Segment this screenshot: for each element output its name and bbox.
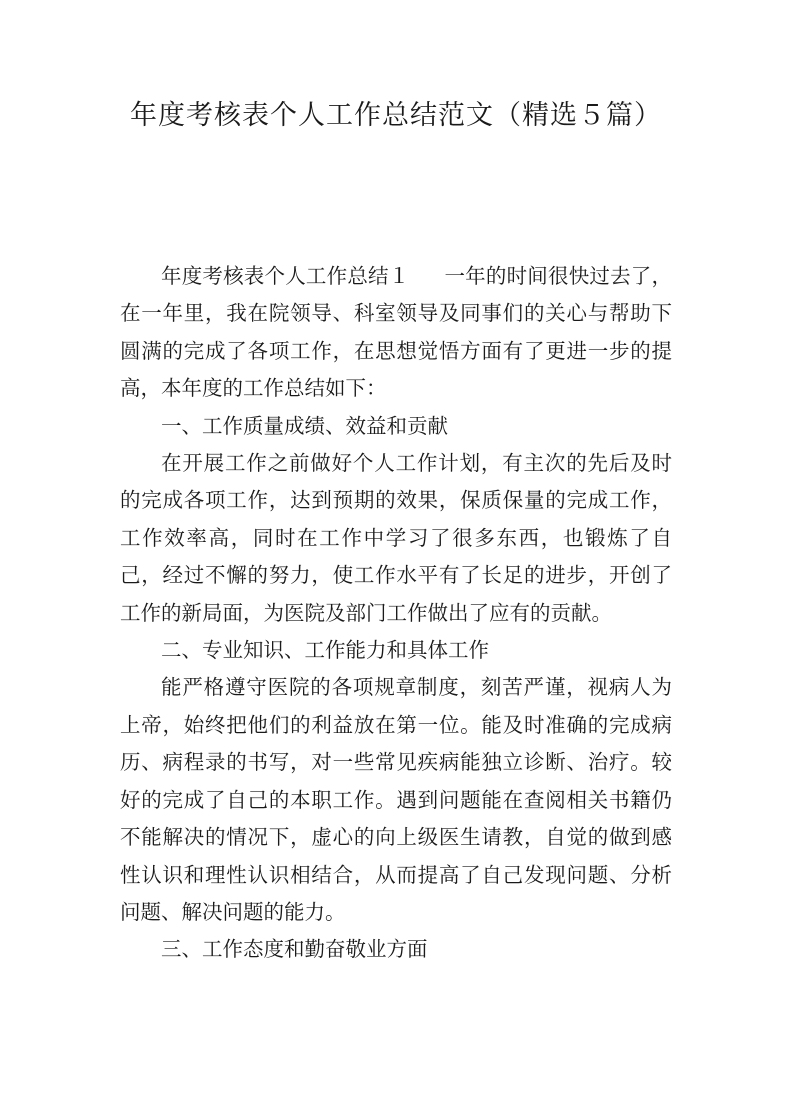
paragraph: 能严格遵守医院的各项规章制度，刻苦严谨，视病人为上帝，始终把他们的利益放在第一位。能及时准确的完成病历、病程录的书写，对一些常见疾病能独立诊断、治疗。较好的完成了自己的本职工作。遇到问题能在查阅相关书籍仍不能解决的情况下，虚心的向上级医生请教，自觉的做到感性认识和理性认识相结合，从而提高了自己发现问题、分析问题、解决问题的能力。 [120, 675, 672, 924]
paragraph: 在开展工作之前做好个人工作计划，有主次的先后及时的完成各项工作，达到预期的效果，保质保量的完成工作，工作效率高，同时在工作中学习了很多东西，也锻炼了自己，经过不懈的努力，使工作水平有了长足的进步，开创了工作的新局面，为医院及部门工作做出了应有的贡献。 [120, 451, 672, 625]
section-lead-heading: 年度考核表个人工作总结１ [161, 264, 410, 288]
section-heading-1: 一、工作质量成绩、效益和贡献 [161, 413, 448, 438]
paragraph-intro [120, 258, 672, 408]
section-heading-3: 三、工作态度和勤奋敬业方面 [161, 937, 428, 962]
document-title: 年度考核表个人工作总结范文（精选５篇） [130, 100, 662, 131]
document-body [120, 258, 672, 969]
paragraph-text: 一年的时间很快过去了，在一年里，我在院领导、科室领导及同事们的关心与帮助下圆满的完成了各项工作，在思想觉悟方面有了更进一步的提高，本年度的工作总结如下： [120, 264, 673, 401]
section-heading-2: 二、专业知识、工作能力和具体工作 [161, 638, 489, 663]
